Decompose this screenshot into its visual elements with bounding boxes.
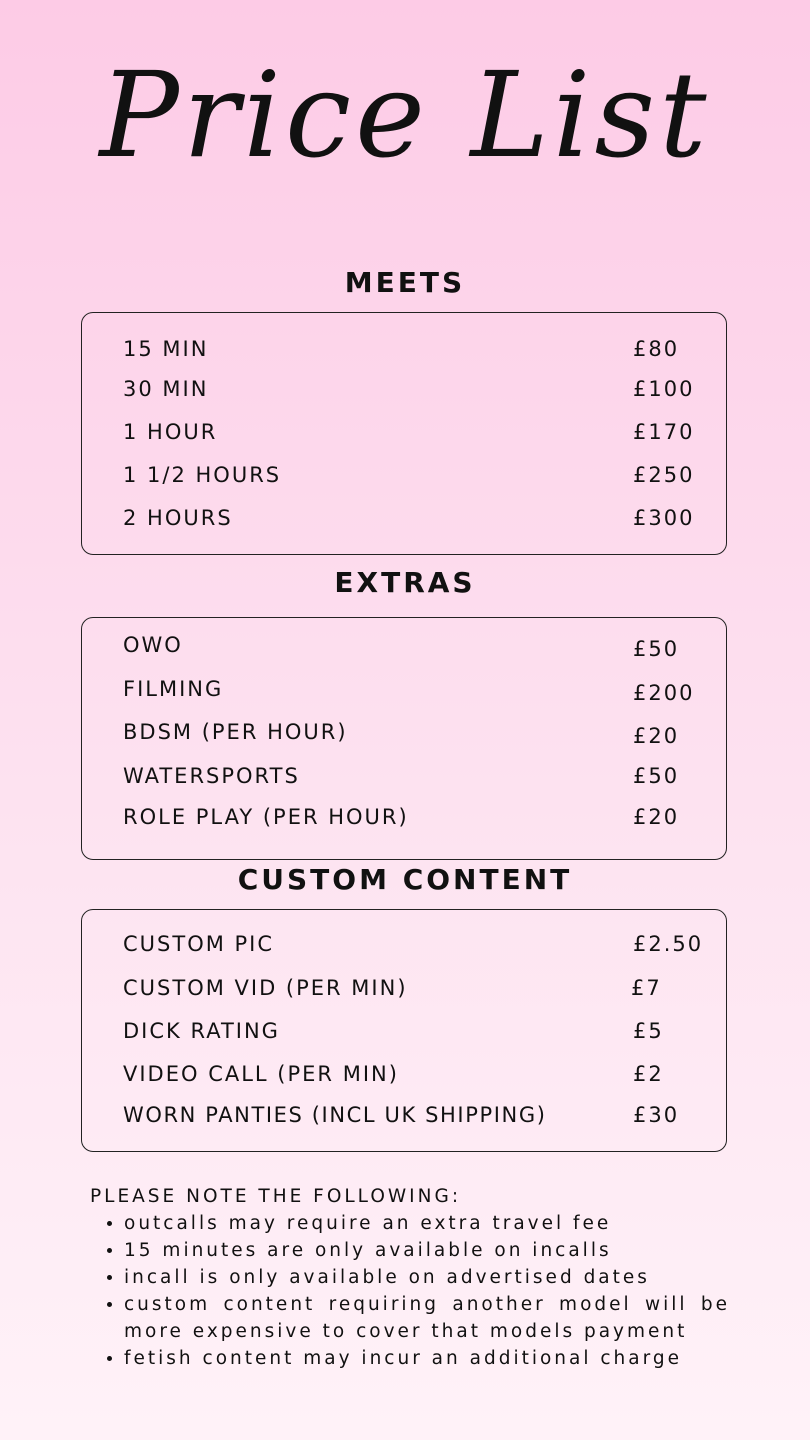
list-item xyxy=(123,633,706,663)
list-item xyxy=(123,337,706,367)
list-item xyxy=(123,976,706,1006)
item-label: 1 1/2 HOURS xyxy=(123,463,282,487)
list-item xyxy=(123,805,706,835)
item-price: £80 xyxy=(633,337,680,361)
item-price: £2 xyxy=(633,1062,664,1086)
item-price: £250 xyxy=(633,463,695,487)
item-price: £200 xyxy=(633,681,695,705)
item-label: WORN PANTIES (INCL UK SHIPPING) xyxy=(123,1103,547,1127)
meets-price-box xyxy=(81,312,727,555)
item-label: CUSTOM VID (PER MIN) xyxy=(123,976,408,1000)
item-label: OWO xyxy=(123,633,183,657)
item-price: £20 xyxy=(633,724,680,748)
list-item xyxy=(123,677,706,707)
item-label: 2 HOURS xyxy=(123,506,233,530)
item-price: £170 xyxy=(633,420,695,444)
item-price: £7 xyxy=(631,976,662,1000)
note-item: • outcalls may require an extra travel fee xyxy=(124,1210,730,1237)
list-item xyxy=(123,1019,706,1049)
notes-list xyxy=(90,1210,730,1372)
list-item xyxy=(123,1103,706,1133)
item-label: WATERSPORTS xyxy=(123,764,300,788)
notes-heading: PLEASE NOTE THE FOLLOWING: xyxy=(90,1186,462,1207)
note-item: • incall is only available on advertised dates xyxy=(124,1264,730,1291)
list-item xyxy=(123,463,706,493)
list-item xyxy=(123,506,706,536)
custom-content-price-box xyxy=(81,909,727,1152)
item-label: CUSTOM PIC xyxy=(123,932,275,956)
list-item xyxy=(123,377,706,407)
extras-price-box xyxy=(81,617,727,860)
item-label: BDSM (PER HOUR) xyxy=(123,720,348,744)
section-title-custom-content: CUSTOM CONTENT xyxy=(237,863,573,896)
item-price: £300 xyxy=(633,506,695,530)
item-label: ROLE PLAY (PER HOUR) xyxy=(123,805,409,829)
note-item: • 15 minutes are only available on incalls xyxy=(124,1237,730,1264)
page-title: Price List xyxy=(99,46,711,184)
note-item: • custom content requiring another model will be more expensive to cover that models payment xyxy=(124,1291,730,1345)
item-label: VIDEO CALL (PER MIN) xyxy=(123,1062,399,1086)
list-item xyxy=(123,764,706,794)
list-item xyxy=(123,720,706,750)
item-label: 15 MIN xyxy=(123,337,209,361)
item-label: DICK RATING xyxy=(123,1019,280,1043)
list-item xyxy=(123,1062,706,1092)
item-price: £5 xyxy=(633,1019,664,1043)
item-price: £30 xyxy=(633,1103,680,1127)
item-label: 1 HOUR xyxy=(123,420,218,444)
item-price: £2.50 xyxy=(633,932,704,956)
item-label: 30 MIN xyxy=(123,377,209,401)
list-item xyxy=(123,420,706,450)
item-label: FILMING xyxy=(123,677,224,701)
section-title-meets: MEETS xyxy=(344,266,466,299)
notes-section xyxy=(90,1183,730,1372)
item-price: £20 xyxy=(633,805,680,829)
item-price: £100 xyxy=(633,377,695,401)
list-item xyxy=(123,932,706,962)
note-item: • fetish content may incur an additional charge xyxy=(124,1345,730,1372)
item-price: £50 xyxy=(633,764,680,788)
item-price: £50 xyxy=(633,637,680,661)
section-title-extras: EXTRAS xyxy=(334,566,476,599)
